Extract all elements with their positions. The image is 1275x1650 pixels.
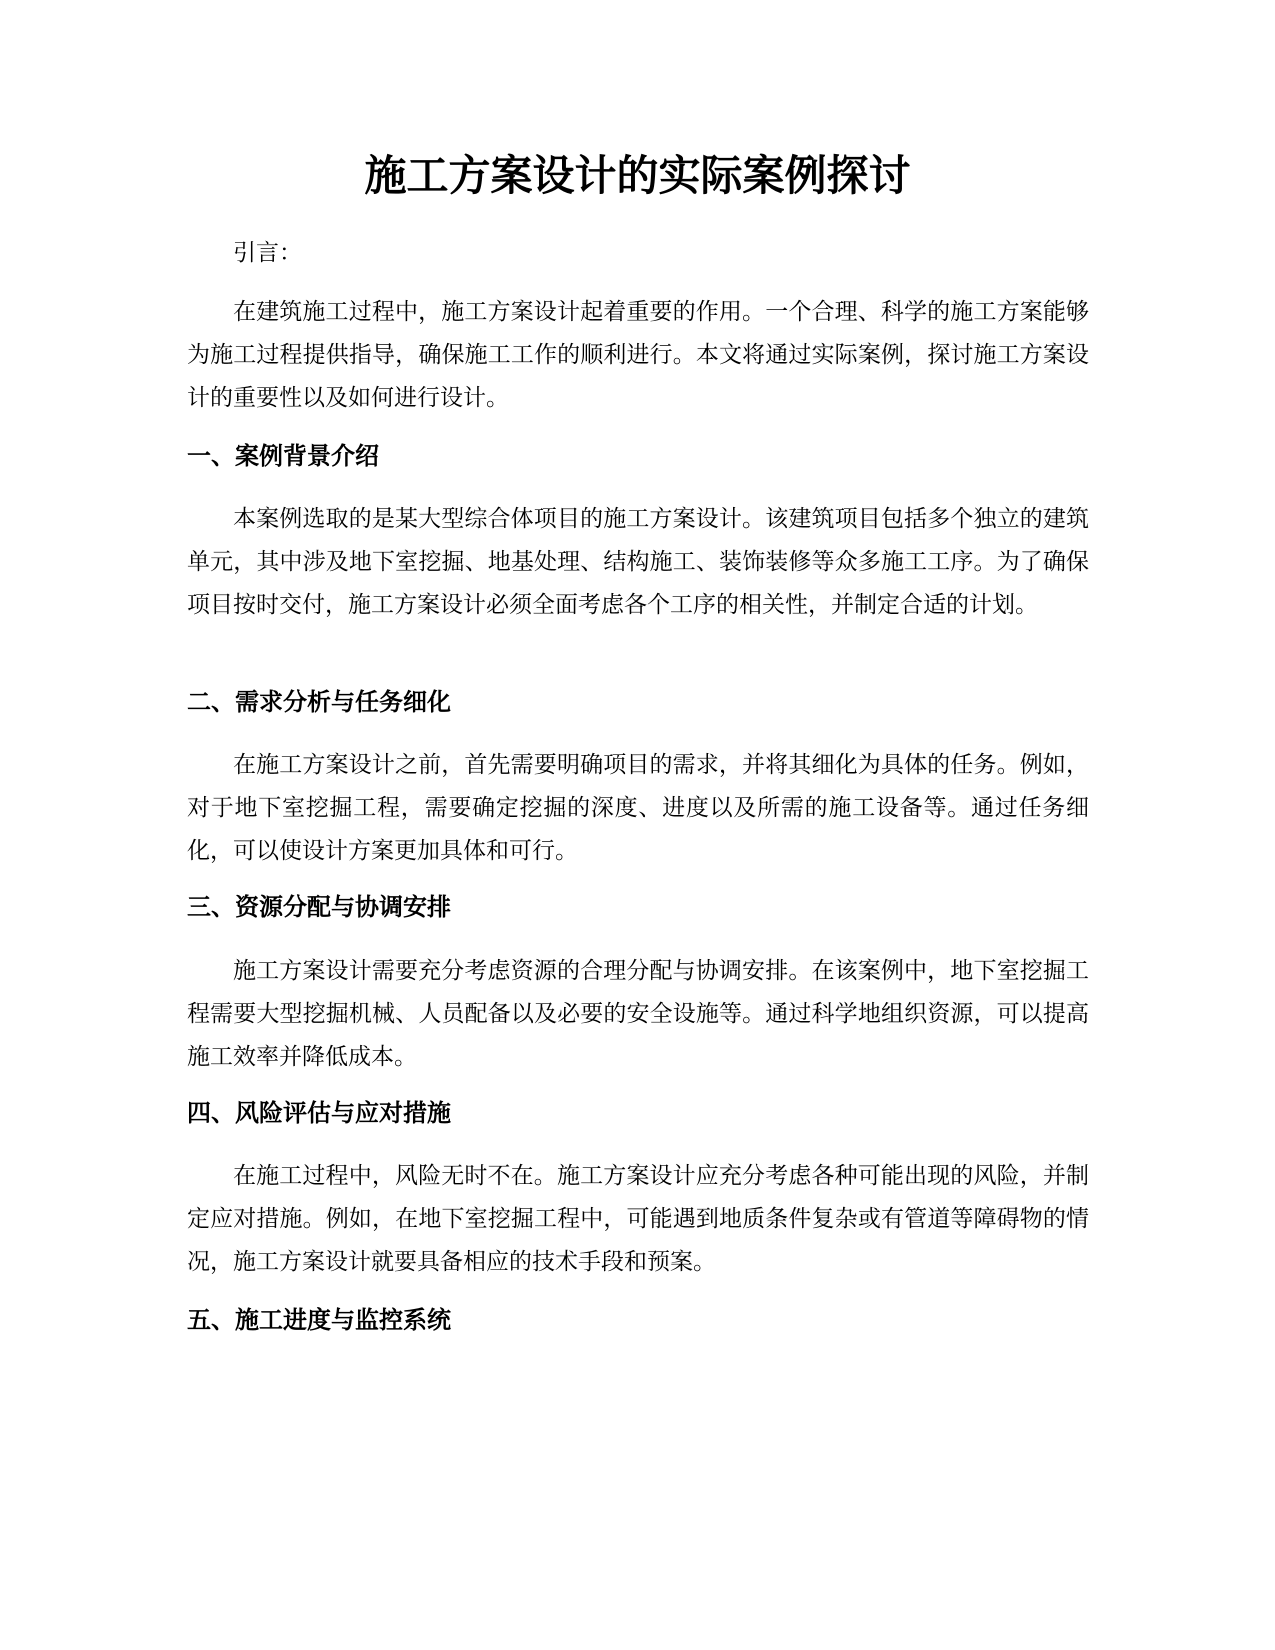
section-heading-2: 二、需求分析与任务细化 [187,688,451,716]
section-paragraph-2: 在施工方案设计之前，首先需要明确项目的需求，并将其细化为具体的任务。例如，对于地下室挖掘工程，需要确定挖掘的深度、进度以及所需的施工设备等。通过任务细化，可以使设计方案更加具体和可行。 [187,752,1089,864]
intro-paragraph: 在建筑施工过程中，施工方案设计起着重要的作用。一个合理、科学的施工方案能够为施工过程提供指导，确保施工工作的顺利进行。本文将通过实际案例，探讨施工方案设计的重要性以及如何进行设计。 [187,299,1089,411]
section-heading-4: 四、风险评估与应对措施 [187,1099,451,1127]
section-paragraph-1: 本案例选取的是某大型综合体项目的施工方案设计。该建筑项目包括多个独立的建筑单元，其中涉及地下室挖掘、地基处理、结构施工、装饰装修等众多施工工序。为了确保项目按时交付，施工方案设计必须全面考虑各个工序的相关性，并制定合适的计划。 [187,506,1089,618]
section-paragraph-4: 在施工过程中，风险无时不在。施工方案设计应充分考虑各种可能出现的风险，并制定应对措施。例如，在地下室挖掘工程中，可能遇到地质条件复杂或有管道等障碍物的情况，施工方案设计就要具备相应的技术手段和预案。 [187,1163,1089,1275]
section-heading-3: 三、资源分配与协调安排 [187,893,451,921]
intro-label: 引言： [233,240,302,266]
section-paragraph-3: 施工方案设计需要充分考虑资源的合理分配与协调安排。在该案例中，地下室挖掘工程需要大型挖掘机械、人员配备以及必要的安全设施等。通过科学地组织资源，可以提高施工效率并降低成本。 [187,958,1089,1070]
section-heading-5: 五、施工进度与监控系统 [187,1306,451,1334]
section-heading-1: 一、案例背景介绍 [187,442,379,470]
page-title: 施工方案设计的实际案例探讨 [364,151,911,200]
